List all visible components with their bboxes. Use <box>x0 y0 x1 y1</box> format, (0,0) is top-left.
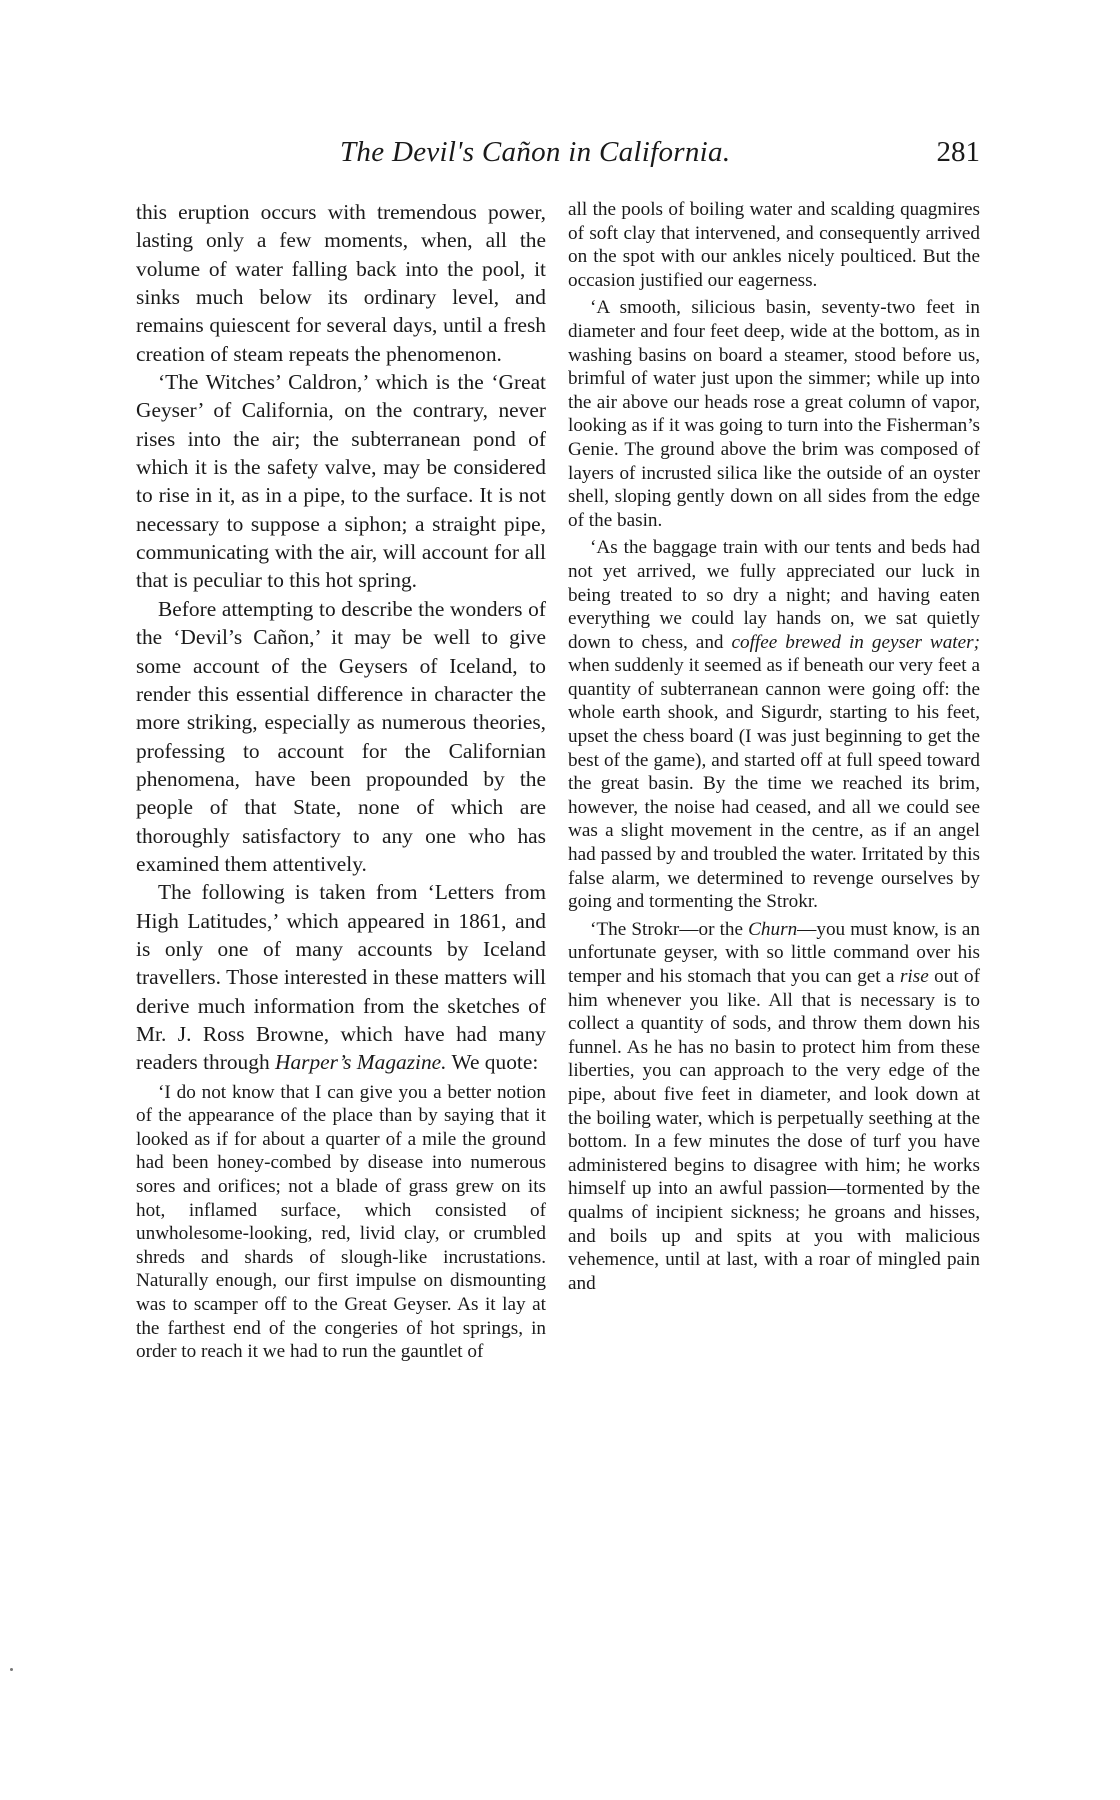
running-title: The Devil's Cañon in California. <box>340 136 731 168</box>
italic-coffee: coffee brewed in geyser water; <box>731 631 980 653</box>
italic-harpers-magazine: Harper’s Magazine. <box>275 1050 447 1075</box>
paragraph-text: ‘As the baggage train with our tents and beds had not yet arrived, we fully appreciated our luck in being treated to so dry a night; and having eaten everything we could lay hands on, we sat quietly down to chess, and <box>568 537 980 653</box>
paragraph-text: out of him whenever you like. All that is necessary is to collect a quantity of sods, and throw them down his funnel. As he has no basin to protect him from these liberties, you can approach to the very edge of the pipe, about five feet in diameter, and look down at the boiling water, which is perpetually seething at the bottom. In a few minutes the dose of turf you have administered begins to disagree with him; he works himself up into an awful passion—tormented by the qualms of incipient sickness; he groans and hisses, and boils up and spits at you with malicious vehemence, until at last, with a roar of mingled pain and <box>568 966 980 1294</box>
italic-rise: rise <box>899 966 929 987</box>
paragraph-text: We quote: <box>446 1050 539 1075</box>
paragraph-text: ‘The Strokr—or the <box>590 918 749 940</box>
quote-paragraph-basin: ‘A smooth, silicious basin, seventy-two feet in diameter and four feet deep, wide at the bottom, as in washing basins on board a steamer, stood before us, brimful of water just upon the simmer; while up into the air above our heads rose a great column of vapor, looking as if it was going to turn into the Fisherman’s Genie. The ground above the brim was composed of layers of incrusted silica like the outside of an oyster shell, sloping gently down on all sides from the edge of the basin. <box>568 297 980 531</box>
quote-paragraph-pools: all the pools of boiling water and scalding quagmires of soft clay that intervened, and consequently arrived on the spot with our ankles nicely poulticed. But the occasion justified our eagerness. <box>568 199 980 291</box>
left-column <box>136 198 546 1364</box>
margin-speck <box>10 1668 13 1671</box>
paragraph-witches-caldron: ‘The Witches’ Caldron,’ which is the ‘Great Geyser’ of California, on the contrary, never rises into the air; the subterranean pond of which it is the safety valve, may be considered to rise in it, as in a pipe, to the surface. It is not necessary to suppose a siphon; a straight pipe, communicating with the air, will account for all that is peculiar to this hot spring. <box>136 370 546 593</box>
quote-paragraph-baggage-train <box>568 536 980 914</box>
quote-paragraph-honeycombed: ‘I do not know that I can give you a better notion of the appearance of the place than by saying that it looked as if for about a quarter of a mile the ground had been honey-combed by disease into numerous sores and orifices; not a blade of grass grew on its hot, inflamed surface, which consisted of unwholesome-looking, red, livid clay, or crumbled shreds and shards of slough-like incrustations. Naturally enough, our first impulse on dismounting was to scamper off to the Great Geyser. As it lay at the farthest end of the congeries of hot springs, in order to reach it we had to run the gauntlet of <box>136 1081 546 1363</box>
right-column <box>568 198 980 1295</box>
paragraph-text: Before attempting to describe the wonders of the ‘Devil’s Cañon,’ it may be well to give some account of the Geysers of Iceland, to render this essential difference in character the more striking, especially as numerous theories, professing to account for the Californian phenomena, have been propounded by the people of that State, none of which are thoroughly satisfactory to any one who has examined them attentively. <box>136 596 546 876</box>
quote-paragraph-strokr <box>568 918 980 1296</box>
running-header <box>340 136 980 172</box>
page-number: 281 <box>936 136 980 168</box>
paragraph-text: —you must know, is an unfortunate geyser, with so little command over his temper and his stomach that you can get a <box>568 918 980 987</box>
italic-churn: Churn <box>748 918 798 940</box>
paragraph-following <box>136 878 546 1076</box>
paragraph-before-attempting <box>136 595 546 878</box>
paragraph-text: when suddenly it seemed as if beneath our very feet a quantity of subterranean cannon were going off: the whole earth shook, and Sigurdr, starting to his feet, upset the chess board (I was just beginning to get the best of the game), and started off at full speed toward the great basin. By the time we reached its brim, however, the noise had ceased, and all we could see was a slight movement in the centre, as if an angel had passed by and troubled the water. Irritated by this false alarm, we determined to revenge ourselves by going and tormenting the Strokr. <box>568 655 980 913</box>
paragraph-text: The following is taken from ‘Letters from High Latitudes,’ which appeared in 1861, and is only one of many accounts by Iceland travellers. Those interested in these matters will derive much information from the sketches of Mr. J. Ross Browne, which have had many readers through <box>136 880 546 1075</box>
paragraph-eruption: this eruption occurs with tremendous power, lasting only a few moments, when, all the volume of water falling back into the pool, it sinks much below its ordinary level, and remains quiescent for several days, until a fresh creation of steam repeats the phenomenon. <box>136 200 546 366</box>
